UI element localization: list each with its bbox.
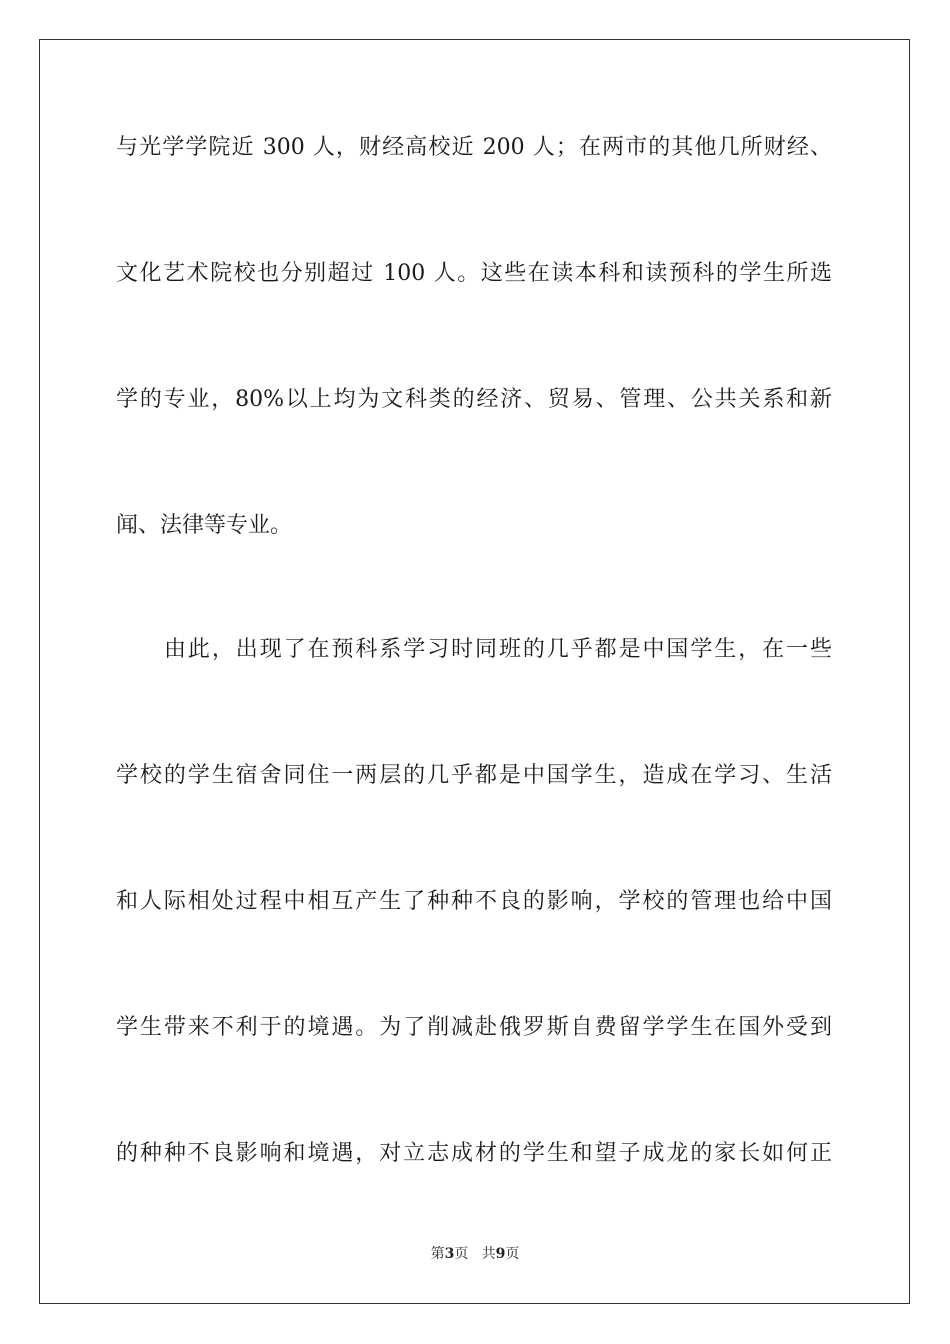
text-line: 的种种不良影响和境遇，对立志成材的学生和望子成龙的家长如何正 xyxy=(116,1141,832,1166)
total-prefix: 共 xyxy=(481,1246,496,1262)
text-line: 闻、法律等专业。 xyxy=(116,513,293,538)
text-line: 学校的学生宿舍同住一两层的几乎都是中国学生，造成在学习、生活 xyxy=(116,763,832,788)
text-line: 文化艺术院校也分别超过 100 人。这些在读本科和读预科的学生所选 xyxy=(116,261,832,286)
page-suffix: 页 xyxy=(454,1246,469,1262)
text-line: 和人际相处过程中相互产生了种种不良的影响，学校的管理也给中国 xyxy=(116,889,832,914)
total-suffix: 页 xyxy=(505,1246,520,1262)
paragraph-first-line: 由此，出现了在预科系学习时同班的几乎都是中国学生，在一些 xyxy=(164,637,832,662)
page-total: 9 xyxy=(495,1246,506,1262)
text-line: 与光学学院近 300 人，财经高校近 200 人；在两市的其他几所财经、 xyxy=(116,135,832,160)
page-current: 3 xyxy=(444,1246,455,1262)
page-prefix: 第 xyxy=(430,1246,445,1262)
text-line: 学的专业，80%以上均为文科类的经济、贸易、管理、公共关系和新 xyxy=(116,387,832,412)
text-line: 学生带来不利于的境遇。为了削减赴俄罗斯自费留学学生在国外受到 xyxy=(116,1015,832,1040)
page-footer xyxy=(0,1244,950,1264)
